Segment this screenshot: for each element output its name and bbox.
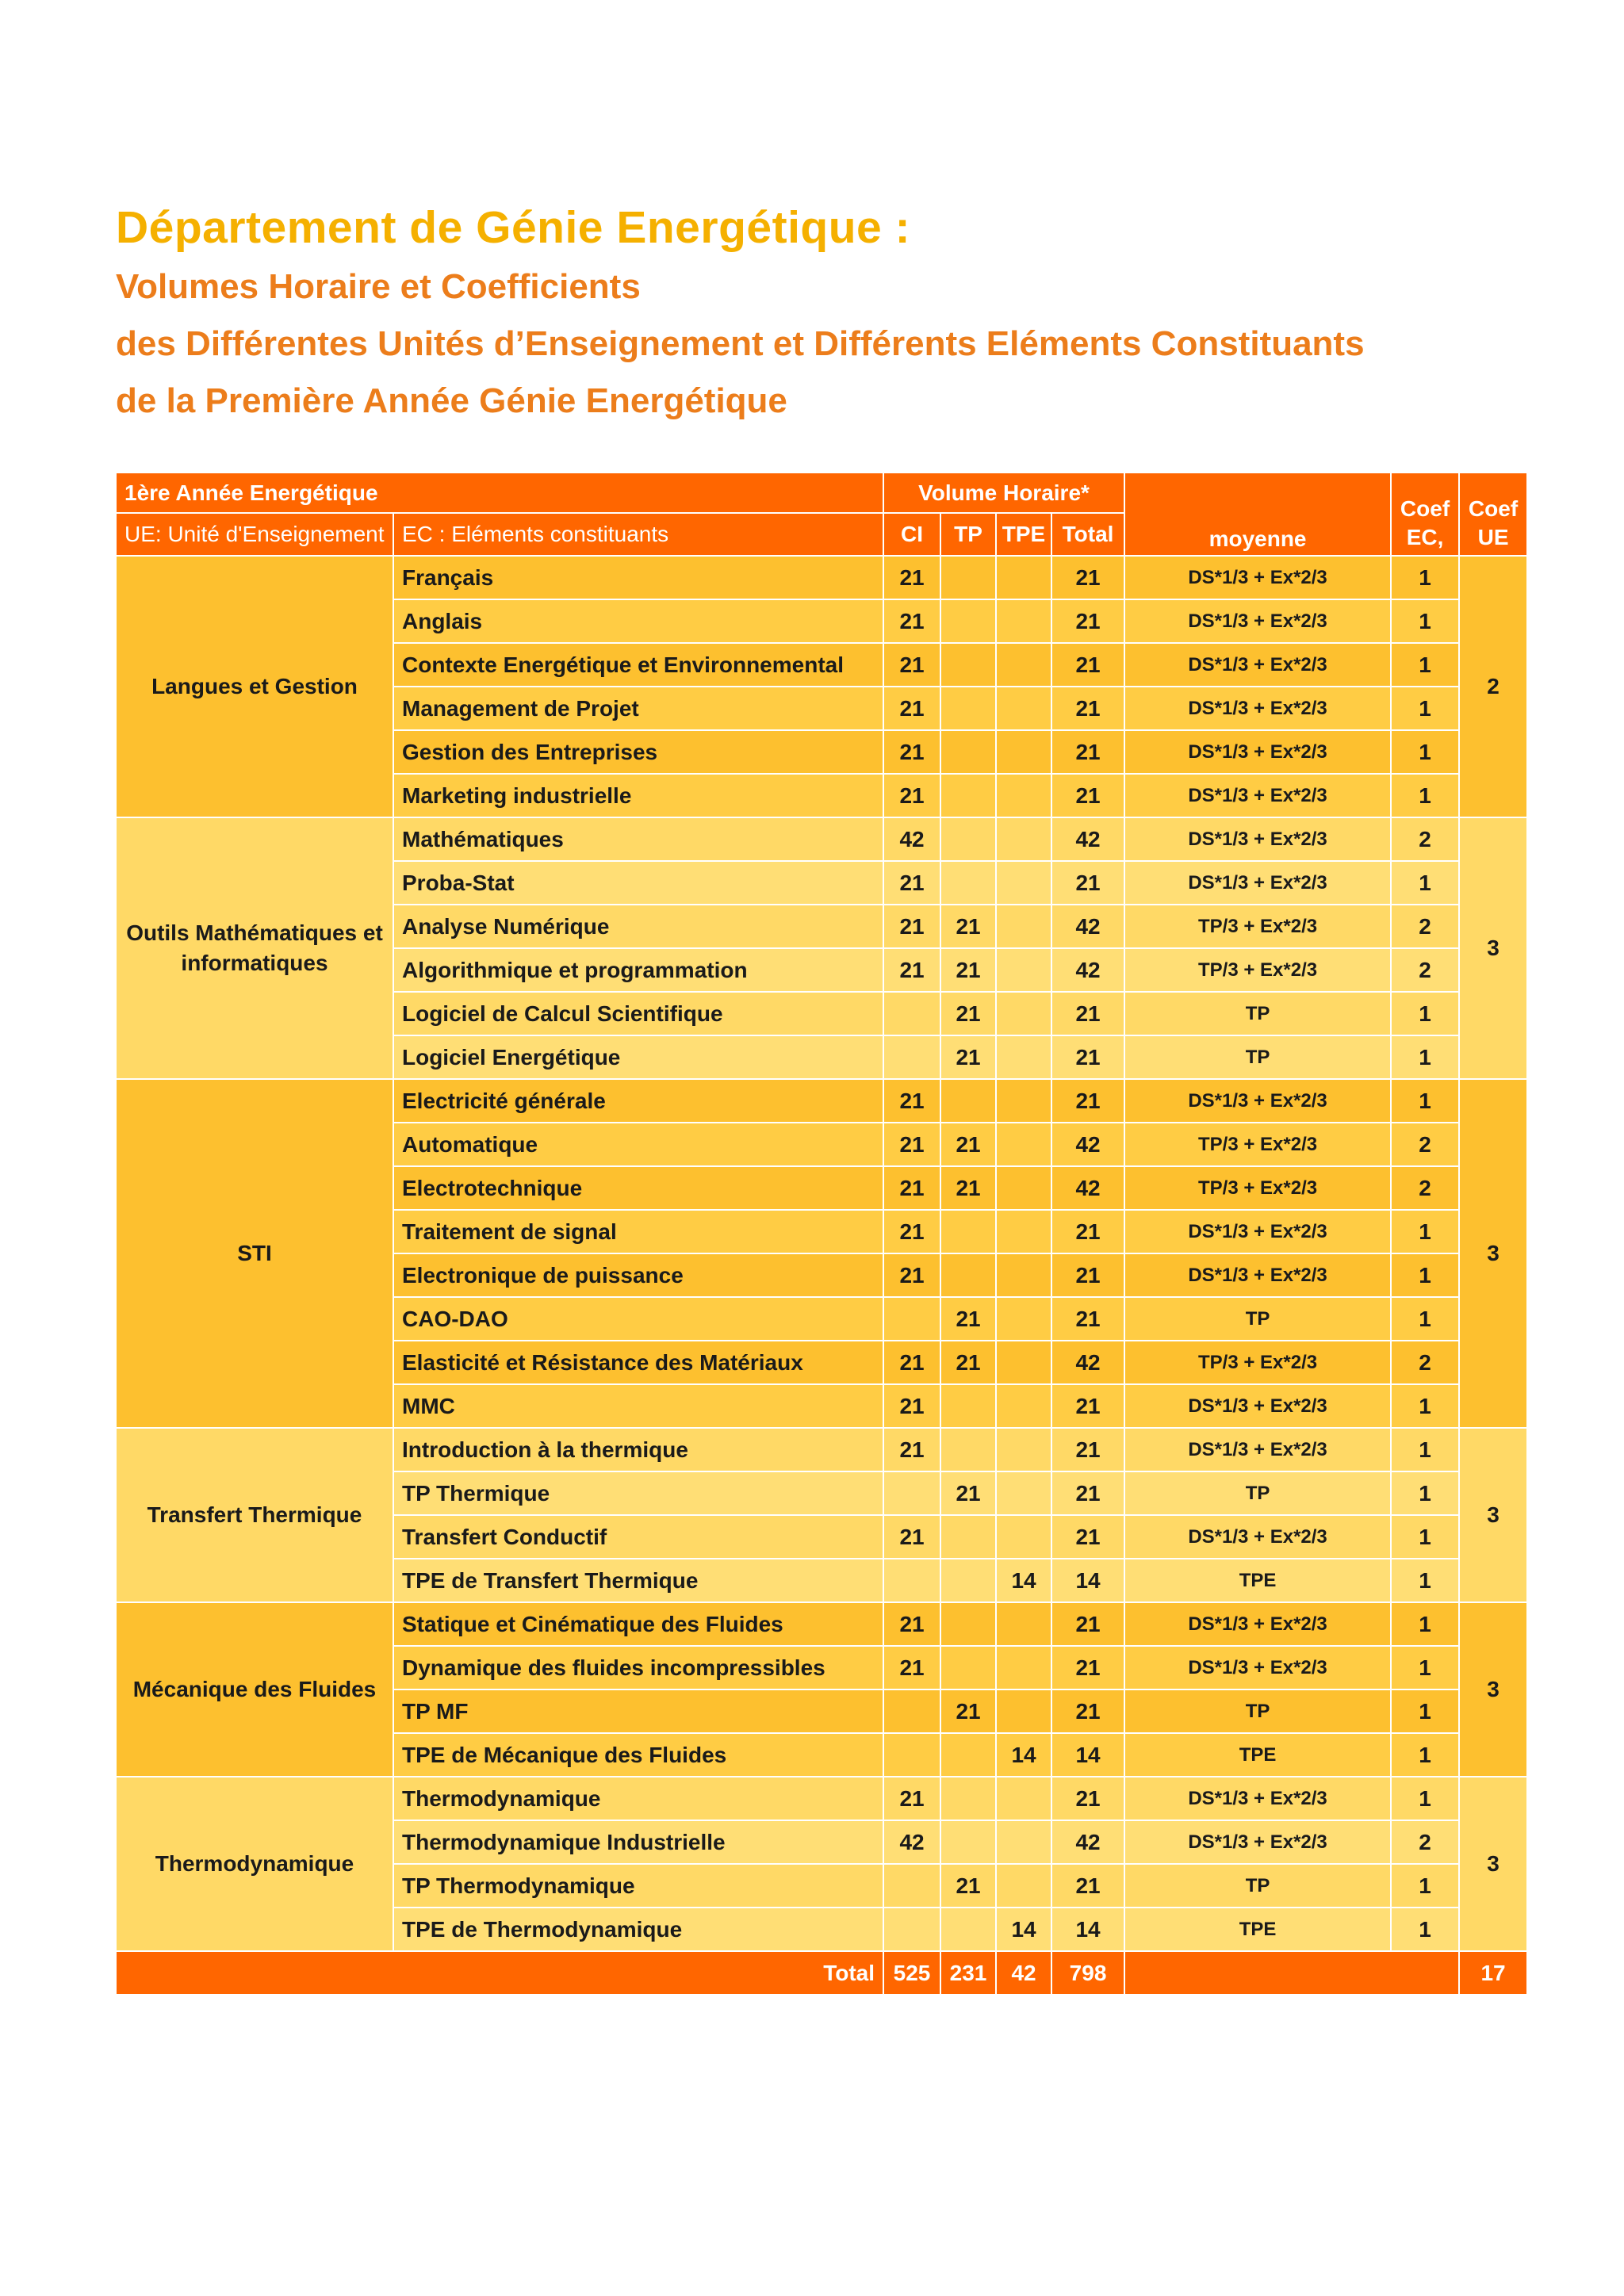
total-hours: 21 — [1051, 774, 1124, 817]
table-body — [116, 556, 1527, 1951]
ec-name: Traitement de signal — [393, 1210, 883, 1253]
page-title: Département de Génie Energétique : — [116, 202, 911, 253]
coef-ec: 1 — [1391, 1646, 1459, 1689]
evaluation-formula: DS*1/3 + Ex*2/3 — [1124, 1820, 1391, 1864]
tpe-hours — [996, 774, 1051, 817]
total-hours: 21 — [1051, 861, 1124, 905]
volume-header: Volume Horaire* — [883, 473, 1124, 513]
table-row — [116, 1079, 1527, 1123]
tp-hours: 21 — [940, 1471, 996, 1515]
evaluation-formula: TP/3 + Ex*2/3 — [1124, 948, 1391, 992]
coef-ec: 1 — [1391, 1079, 1459, 1123]
total-hours: 21 — [1051, 1864, 1124, 1908]
total-hours: 21 — [1051, 1384, 1124, 1428]
coef-ec: 2 — [1391, 1166, 1459, 1210]
ci-hours — [883, 1689, 940, 1733]
ci-hours: 21 — [883, 599, 940, 643]
ci-hours: 21 — [883, 1166, 940, 1210]
ue-name: Thermodynamique — [116, 1777, 393, 1951]
evaluation-formula: DS*1/3 + Ex*2/3 — [1124, 817, 1391, 861]
ci-hours: 21 — [883, 774, 940, 817]
ci-hours: 21 — [883, 1123, 940, 1166]
coef-ue: 2 — [1459, 556, 1527, 817]
tp-hours — [940, 599, 996, 643]
evaluation-formula: DS*1/3 + Ex*2/3 — [1124, 1777, 1391, 1820]
total-hours: 21 — [1051, 643, 1124, 687]
total-hours: 14 — [1051, 1733, 1124, 1777]
total-ci: 525 — [883, 1951, 940, 1995]
tp-hours — [940, 1646, 996, 1689]
coef-ec: 1 — [1391, 1515, 1459, 1559]
total-hours: 798 — [1051, 1951, 1124, 1995]
total-hours: 42 — [1051, 1341, 1124, 1384]
evaluation-formula: TP/3 + Ex*2/3 — [1124, 1341, 1391, 1384]
tp-hours: 21 — [940, 1864, 996, 1908]
evaluation-formula: TP — [1124, 1864, 1391, 1908]
coef-ec: 1 — [1391, 730, 1459, 774]
total-hours: 21 — [1051, 1646, 1124, 1689]
ue-header: UE: Unité d'Enseignement — [116, 513, 393, 556]
total-hours: 21 — [1051, 1428, 1124, 1471]
total-hours: 21 — [1051, 1210, 1124, 1253]
ec-name: TPE de Mécanique des Fluides — [393, 1733, 883, 1777]
evaluation-formula: DS*1/3 + Ex*2/3 — [1124, 556, 1391, 599]
ci-hours: 21 — [883, 730, 940, 774]
totals-spacer — [1124, 1951, 1459, 1995]
evaluation-formula: DS*1/3 + Ex*2/3 — [1124, 643, 1391, 687]
ec-name: Electricité générale — [393, 1079, 883, 1123]
tpe-hours — [996, 905, 1051, 948]
tpe-hours — [996, 1210, 1051, 1253]
ci-hours: 21 — [883, 1777, 940, 1820]
ci-hours — [883, 1471, 940, 1515]
ec-name: Automatique — [393, 1123, 883, 1166]
total-header: Total — [1051, 513, 1124, 556]
ec-name: TPE de Transfert Thermique — [393, 1559, 883, 1602]
ec-name: Thermodynamique — [393, 1777, 883, 1820]
evaluation-formula: TP — [1124, 1035, 1391, 1079]
total-hours: 14 — [1051, 1908, 1124, 1951]
evaluation-formula: TP/3 + Ex*2/3 — [1124, 1166, 1391, 1210]
coef-ec: 1 — [1391, 643, 1459, 687]
evaluation-formula: DS*1/3 + Ex*2/3 — [1124, 1210, 1391, 1253]
coef-ec: 1 — [1391, 1471, 1459, 1515]
coef-ec: 1 — [1391, 1428, 1459, 1471]
ci-hours — [883, 1733, 940, 1777]
coef-ec-header: Coef EC, — [1391, 473, 1459, 556]
total-hours: 21 — [1051, 556, 1124, 599]
ec-name: Dynamique des fluides incompressibles — [393, 1646, 883, 1689]
total-hours: 42 — [1051, 948, 1124, 992]
ci-hours: 42 — [883, 817, 940, 861]
ec-name: Management de Projet — [393, 687, 883, 730]
total-hours: 14 — [1051, 1559, 1124, 1602]
tpe-hours — [996, 1864, 1051, 1908]
ec-name: Proba-Stat — [393, 861, 883, 905]
ec-name: Transfert Conductif — [393, 1515, 883, 1559]
ec-name: Introduction à la thermique — [393, 1428, 883, 1471]
coef-ec: 1 — [1391, 556, 1459, 599]
ue-name: Transfert Thermique — [116, 1428, 393, 1602]
tpe-hours — [996, 1689, 1051, 1733]
coef-ec: 1 — [1391, 861, 1459, 905]
ec-name: Electrotechnique — [393, 1166, 883, 1210]
ci-hours: 42 — [883, 1820, 940, 1864]
ci-header: CI — [883, 513, 940, 556]
total-hours: 21 — [1051, 1297, 1124, 1341]
tp-hours: 21 — [940, 1689, 996, 1733]
ci-hours: 21 — [883, 1384, 940, 1428]
coef-ec: 2 — [1391, 1341, 1459, 1384]
evaluation-formula: TPE — [1124, 1908, 1391, 1951]
tpe-hours — [996, 1035, 1051, 1079]
total-hours: 21 — [1051, 1515, 1124, 1559]
tp-hours — [940, 1777, 996, 1820]
year-header: 1ère Année Energétique — [116, 473, 883, 513]
ec-name: Mathématiques — [393, 817, 883, 861]
total-hours: 21 — [1051, 730, 1124, 774]
tpe-hours: 14 — [996, 1559, 1051, 1602]
tpe-header: TPE — [996, 513, 1051, 556]
ec-name: Electronique de puissance — [393, 1253, 883, 1297]
total-tp: 231 — [940, 1951, 996, 1995]
moyenne-header: moyenne — [1124, 473, 1391, 556]
total-hours: 21 — [1051, 1079, 1124, 1123]
tp-hours: 21 — [940, 1166, 996, 1210]
total-hours: 42 — [1051, 1123, 1124, 1166]
ci-hours: 21 — [883, 1646, 940, 1689]
ec-name: TP Thermique — [393, 1471, 883, 1515]
tp-hours — [940, 1602, 996, 1646]
tpe-hours — [996, 1515, 1051, 1559]
ci-hours: 21 — [883, 1253, 940, 1297]
tp-hours — [940, 1079, 996, 1123]
coef-ue: 3 — [1459, 1428, 1527, 1602]
totals-row — [116, 1951, 1527, 1995]
table-row — [116, 817, 1527, 861]
tp-hours — [940, 1733, 996, 1777]
total-hours: 21 — [1051, 1777, 1124, 1820]
tpe-hours — [996, 1471, 1051, 1515]
subtitle-line-1: Volumes Horaire et Coefficients — [116, 267, 641, 306]
tpe-hours — [996, 1384, 1051, 1428]
tp-hours — [940, 1428, 996, 1471]
total-tpe: 42 — [996, 1951, 1051, 1995]
total-hours: 21 — [1051, 687, 1124, 730]
coef-ec: 1 — [1391, 1864, 1459, 1908]
ec-name: Français — [393, 556, 883, 599]
ec-name: Contexte Energétique et Environnemental — [393, 643, 883, 687]
tp-hours — [940, 774, 996, 817]
ci-hours: 21 — [883, 1079, 940, 1123]
evaluation-formula: DS*1/3 + Ex*2/3 — [1124, 1602, 1391, 1646]
ci-hours: 21 — [883, 1210, 940, 1253]
curriculum-table — [115, 472, 1528, 1996]
page-header — [116, 197, 1365, 430]
ci-hours: 21 — [883, 1428, 940, 1471]
tpe-hours — [996, 687, 1051, 730]
tp-hours — [940, 1384, 996, 1428]
ue-name: Outils Mathématiques et informatiques — [116, 817, 393, 1079]
tpe-hours — [996, 861, 1051, 905]
tp-hours — [940, 1820, 996, 1864]
evaluation-formula: DS*1/3 + Ex*2/3 — [1124, 1384, 1391, 1428]
coef-ec: 1 — [1391, 1035, 1459, 1079]
tp-hours — [940, 1515, 996, 1559]
coef-ec: 1 — [1391, 1297, 1459, 1341]
tp-hours — [940, 1253, 996, 1297]
tpe-hours — [996, 1297, 1051, 1341]
evaluation-formula: TP/3 + Ex*2/3 — [1124, 905, 1391, 948]
subtitle-line-3: de la Première Année Génie Energétique — [116, 381, 787, 420]
ci-hours: 21 — [883, 687, 940, 730]
coef-ec: 1 — [1391, 1602, 1459, 1646]
coef-ec: 1 — [1391, 1689, 1459, 1733]
tp-hours: 21 — [940, 948, 996, 992]
total-coef-ue: 17 — [1459, 1951, 1527, 1995]
table-row — [116, 556, 1527, 599]
tpe-hours — [996, 730, 1051, 774]
coef-ec: 1 — [1391, 774, 1459, 817]
coef-ec: 1 — [1391, 1733, 1459, 1777]
coef-ec: 1 — [1391, 1384, 1459, 1428]
ci-hours: 21 — [883, 556, 940, 599]
coef-ec: 2 — [1391, 948, 1459, 992]
tpe-hours — [996, 1820, 1051, 1864]
coef-ec: 1 — [1391, 1777, 1459, 1820]
ec-name: Logiciel de Calcul Scientifique — [393, 992, 883, 1035]
ec-name: TPE de Thermodynamique — [393, 1908, 883, 1951]
coef-ec: 1 — [1391, 1908, 1459, 1951]
tpe-hours — [996, 556, 1051, 599]
total-hours: 42 — [1051, 1166, 1124, 1210]
ec-name: Anglais — [393, 599, 883, 643]
tp-header: TP — [940, 513, 996, 556]
evaluation-formula: DS*1/3 + Ex*2/3 — [1124, 1428, 1391, 1471]
ue-name: Mécanique des Fluides — [116, 1602, 393, 1777]
evaluation-formula: TPE — [1124, 1559, 1391, 1602]
tp-hours — [940, 817, 996, 861]
tpe-hours — [996, 1777, 1051, 1820]
ci-hours: 21 — [883, 1341, 940, 1384]
ec-name: TP MF — [393, 1689, 883, 1733]
evaluation-formula: DS*1/3 + Ex*2/3 — [1124, 730, 1391, 774]
total-hours: 21 — [1051, 1471, 1124, 1515]
tp-hours — [940, 1210, 996, 1253]
ci-hours — [883, 1864, 940, 1908]
tpe-hours — [996, 643, 1051, 687]
evaluation-formula: DS*1/3 + Ex*2/3 — [1124, 1253, 1391, 1297]
ci-hours: 21 — [883, 948, 940, 992]
evaluation-formula: TP — [1124, 992, 1391, 1035]
ci-hours — [883, 1297, 940, 1341]
evaluation-formula: TP — [1124, 1297, 1391, 1341]
table-row — [116, 1777, 1527, 1820]
ec-name: Analyse Numérique — [393, 905, 883, 948]
evaluation-formula: DS*1/3 + Ex*2/3 — [1124, 774, 1391, 817]
evaluation-formula: DS*1/3 + Ex*2/3 — [1124, 599, 1391, 643]
coef-ue: 3 — [1459, 1602, 1527, 1777]
tp-hours: 21 — [940, 1341, 996, 1384]
tp-hours — [940, 687, 996, 730]
total-hours: 21 — [1051, 1689, 1124, 1733]
coef-ue: 3 — [1459, 817, 1527, 1079]
total-hours: 21 — [1051, 992, 1124, 1035]
total-hours: 21 — [1051, 599, 1124, 643]
tpe-hours — [996, 1602, 1051, 1646]
coef-ec: 1 — [1391, 599, 1459, 643]
tpe-hours — [996, 1123, 1051, 1166]
tpe-hours — [996, 1079, 1051, 1123]
ec-name: Logiciel Energétique — [393, 1035, 883, 1079]
ec-name: MMC — [393, 1384, 883, 1428]
tpe-hours — [996, 1646, 1051, 1689]
coef-ue-header: Coef UE — [1459, 473, 1527, 556]
ci-hours: 21 — [883, 1602, 940, 1646]
evaluation-formula: TP — [1124, 1689, 1391, 1733]
tpe-hours — [996, 1253, 1051, 1297]
ci-hours — [883, 1035, 940, 1079]
evaluation-formula: DS*1/3 + Ex*2/3 — [1124, 1515, 1391, 1559]
table-row — [116, 1428, 1527, 1471]
total-hours: 42 — [1051, 817, 1124, 861]
coef-ue: 3 — [1459, 1777, 1527, 1951]
evaluation-formula: DS*1/3 + Ex*2/3 — [1124, 1646, 1391, 1689]
tp-hours — [940, 643, 996, 687]
ec-name: CAO-DAO — [393, 1297, 883, 1341]
tp-hours: 21 — [940, 992, 996, 1035]
tp-hours — [940, 1908, 996, 1951]
ec-name: Thermodynamique Industrielle — [393, 1820, 883, 1864]
ci-hours: 21 — [883, 905, 940, 948]
ue-name: Langues et Gestion — [116, 556, 393, 817]
tp-hours — [940, 730, 996, 774]
tpe-hours — [996, 948, 1051, 992]
tp-hours — [940, 1559, 996, 1602]
tpe-hours — [996, 599, 1051, 643]
ci-hours: 21 — [883, 1515, 940, 1559]
tp-hours — [940, 861, 996, 905]
tpe-hours — [996, 1341, 1051, 1384]
evaluation-formula: DS*1/3 + Ex*2/3 — [1124, 687, 1391, 730]
coef-ec: 1 — [1391, 1559, 1459, 1602]
ec-name: Elasticité et Résistance des Matériaux — [393, 1341, 883, 1384]
ec-name: Statique et Cinématique des Fluides — [393, 1602, 883, 1646]
tp-hours: 21 — [940, 1035, 996, 1079]
ci-hours: 21 — [883, 861, 940, 905]
coef-ec: 2 — [1391, 1123, 1459, 1166]
totals-label: Total — [116, 1951, 883, 1995]
total-hours: 21 — [1051, 1035, 1124, 1079]
total-hours: 21 — [1051, 1253, 1124, 1297]
coef-ec: 1 — [1391, 687, 1459, 730]
evaluation-formula: TP/3 + Ex*2/3 — [1124, 1123, 1391, 1166]
ci-hours — [883, 992, 940, 1035]
evaluation-formula: DS*1/3 + Ex*2/3 — [1124, 861, 1391, 905]
coef-ec: 2 — [1391, 1820, 1459, 1864]
coef-ec: 2 — [1391, 817, 1459, 861]
ec-header: EC : Eléments constituants — [393, 513, 883, 556]
tpe-hours — [996, 817, 1051, 861]
total-hours: 21 — [1051, 1602, 1124, 1646]
tpe-hours — [996, 992, 1051, 1035]
coef-ec: 1 — [1391, 1210, 1459, 1253]
ec-name: Gestion des Entreprises — [393, 730, 883, 774]
ci-hours: 21 — [883, 643, 940, 687]
coef-ec: 2 — [1391, 905, 1459, 948]
evaluation-formula: TPE — [1124, 1733, 1391, 1777]
tp-hours: 21 — [940, 1297, 996, 1341]
tp-hours: 21 — [940, 905, 996, 948]
coef-ue: 3 — [1459, 1079, 1527, 1428]
total-hours: 42 — [1051, 1820, 1124, 1864]
total-hours: 42 — [1051, 905, 1124, 948]
ci-hours — [883, 1908, 940, 1951]
evaluation-formula: DS*1/3 + Ex*2/3 — [1124, 1079, 1391, 1123]
ec-name: TP Thermodynamique — [393, 1864, 883, 1908]
tpe-hours: 14 — [996, 1733, 1051, 1777]
table-row — [116, 1602, 1527, 1646]
ue-name: STI — [116, 1079, 393, 1428]
tpe-hours — [996, 1428, 1051, 1471]
subtitle-line-2: des Différentes Unités d’Enseignement et Différents Eléments Constituants — [116, 324, 1365, 363]
tp-hours — [940, 556, 996, 599]
tp-hours: 21 — [940, 1123, 996, 1166]
tpe-hours — [996, 1166, 1051, 1210]
ci-hours — [883, 1559, 940, 1602]
evaluation-formula: TP — [1124, 1471, 1391, 1515]
coef-ec: 1 — [1391, 1253, 1459, 1297]
ec-name: Marketing industrielle — [393, 774, 883, 817]
coef-ec: 1 — [1391, 992, 1459, 1035]
ec-name: Algorithmique et programmation — [393, 948, 883, 992]
tpe-hours: 14 — [996, 1908, 1051, 1951]
